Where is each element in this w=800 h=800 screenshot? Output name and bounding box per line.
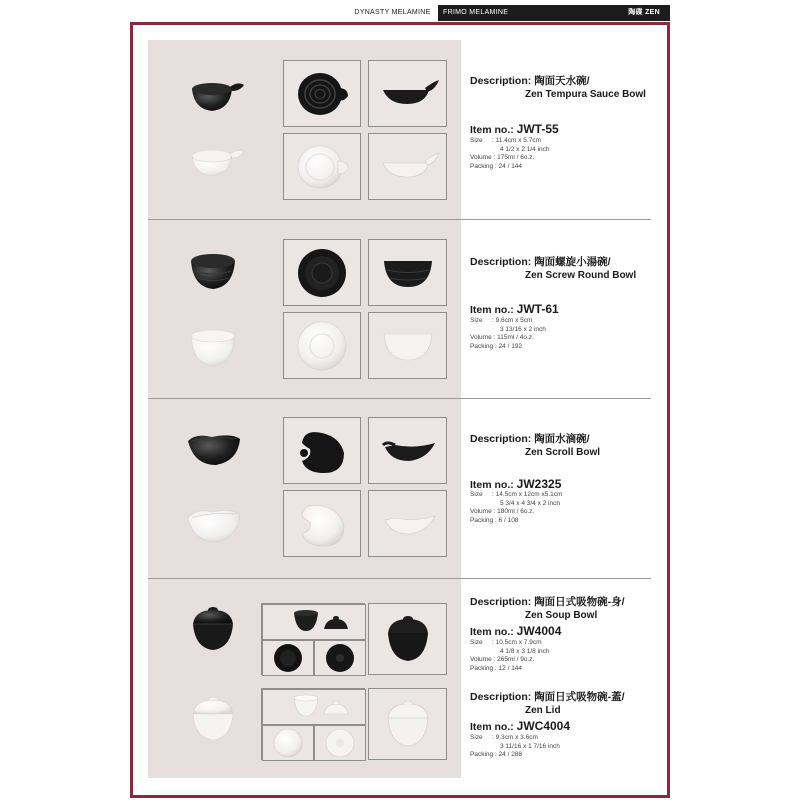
round-black-side-view bbox=[368, 239, 447, 306]
scroll-black-top-view bbox=[283, 417, 361, 484]
brand-frimo: FRIMO MELAMINE bbox=[438, 5, 610, 21]
product-description: Description: 陶面日式吸物碗-身/ Zen Soup Bowl bbox=[470, 596, 625, 621]
tempura-bowl-black-icon bbox=[178, 75, 248, 119]
series-title: 陶碟 ZEN bbox=[610, 5, 670, 21]
item-number: Item no.: JW2325 bbox=[470, 477, 562, 491]
round-bowl-white-photo bbox=[168, 322, 258, 372]
product-specs: Size : 11.4cm x 5.7cm 4 1/2 x 2 1/4 inch Volume : 175ml / 6o.z. Packing : 24 / 144 bbox=[470, 137, 550, 170]
soup-black-parts-grid bbox=[261, 603, 365, 675]
tempura-black-side-view bbox=[368, 60, 447, 127]
soup-black-lid-top bbox=[314, 640, 366, 676]
scroll-bowl-white-icon bbox=[178, 502, 248, 548]
soup-bowl-black-photo bbox=[168, 605, 258, 655]
scroll-white-side-view bbox=[368, 490, 447, 557]
product-specs: Size : 9.3cm x 3.6cm 3 11/16 x 1 7/16 inch Packing : 24 / 288 bbox=[470, 734, 560, 759]
scroll-bowl-white-photo bbox=[168, 500, 258, 550]
product-specs: Size : 10.5cm x 7.9cm 4 1/8 x 3 1/8 inch Volume : 265ml / 9o.z. Packing : 12 / 144 bbox=[470, 639, 550, 672]
tempura-bowl-white-photo bbox=[168, 137, 258, 187]
scroll-bowl-black-icon bbox=[178, 427, 248, 473]
soup-black-side-view bbox=[368, 603, 447, 675]
soup-white-bowl-top bbox=[262, 725, 314, 761]
soup-white-lid-top bbox=[314, 725, 366, 761]
tempura-white-side-view bbox=[368, 133, 447, 200]
header-bar bbox=[339, 5, 670, 21]
round-black-top-view bbox=[283, 239, 361, 306]
scroll-white-top-view bbox=[283, 490, 361, 557]
product-specs: Size : 14.5cm x 12cm x5.1cm 5 3/4 x 4 3/4 x 2 inch Volume : 180ml / 6o.z. Packing : 6 / 108 bbox=[470, 491, 563, 524]
round-bowl-black-icon bbox=[183, 247, 243, 293]
item-number: Item no.: JWC4004 bbox=[470, 719, 571, 733]
soup-bowl-black-icon bbox=[183, 602, 243, 658]
soup-black-bowl-top bbox=[262, 640, 314, 676]
product-description: Description: 陶面螺旋小湯碗/ Zen Screw Round Bowl bbox=[470, 256, 637, 281]
lid-icon bbox=[323, 727, 357, 759]
scroll-black-side-view bbox=[368, 417, 447, 484]
item-number: Item no.: JWT-55 bbox=[470, 122, 559, 136]
product-specs: Size : 9.6cm x 5cm 3 13/16 x 2 inch Volume : 115ml / 4o.z. Packing : 24 / 192 bbox=[470, 317, 546, 350]
brand-dynasty: DYNASTY MELAMINE bbox=[339, 5, 438, 21]
soup-white-side-view bbox=[368, 688, 447, 760]
tempura-bowl-black-photo bbox=[168, 72, 258, 122]
soup-black-parts-row bbox=[262, 604, 366, 640]
tempura-white-top-view bbox=[283, 133, 361, 200]
product-description: Description: 陶面水滴碗/ Zen Scroll Bowl bbox=[470, 433, 601, 458]
round-white-top-view bbox=[283, 312, 361, 379]
round-bowl-white-icon bbox=[183, 324, 243, 370]
item-number: Item no.: JWT-61 bbox=[470, 302, 559, 316]
section-divider bbox=[148, 398, 651, 399]
soup-white-parts-grid bbox=[261, 688, 365, 760]
item-number: Item no.: JW4004 bbox=[470, 624, 562, 638]
soup-bowl-white-icon bbox=[183, 692, 243, 748]
product-description: Description: 陶面天水碗/ Zen Tempura Sauce Bowl bbox=[470, 75, 646, 100]
round-bowl-black-photo bbox=[168, 245, 258, 295]
soup-bowl-white-photo bbox=[168, 695, 258, 745]
product-description: Description: 陶面日式吸物碗-蓋/ Zen Lid bbox=[470, 691, 625, 716]
tempura-bowl-white-icon bbox=[178, 140, 248, 184]
tempura-black-top-view bbox=[283, 60, 361, 127]
round-white-side-view bbox=[368, 312, 447, 379]
soup-white-parts-row bbox=[262, 689, 366, 725]
scroll-bowl-black-photo bbox=[168, 425, 258, 475]
section-divider bbox=[148, 578, 651, 579]
section-divider bbox=[148, 219, 651, 220]
